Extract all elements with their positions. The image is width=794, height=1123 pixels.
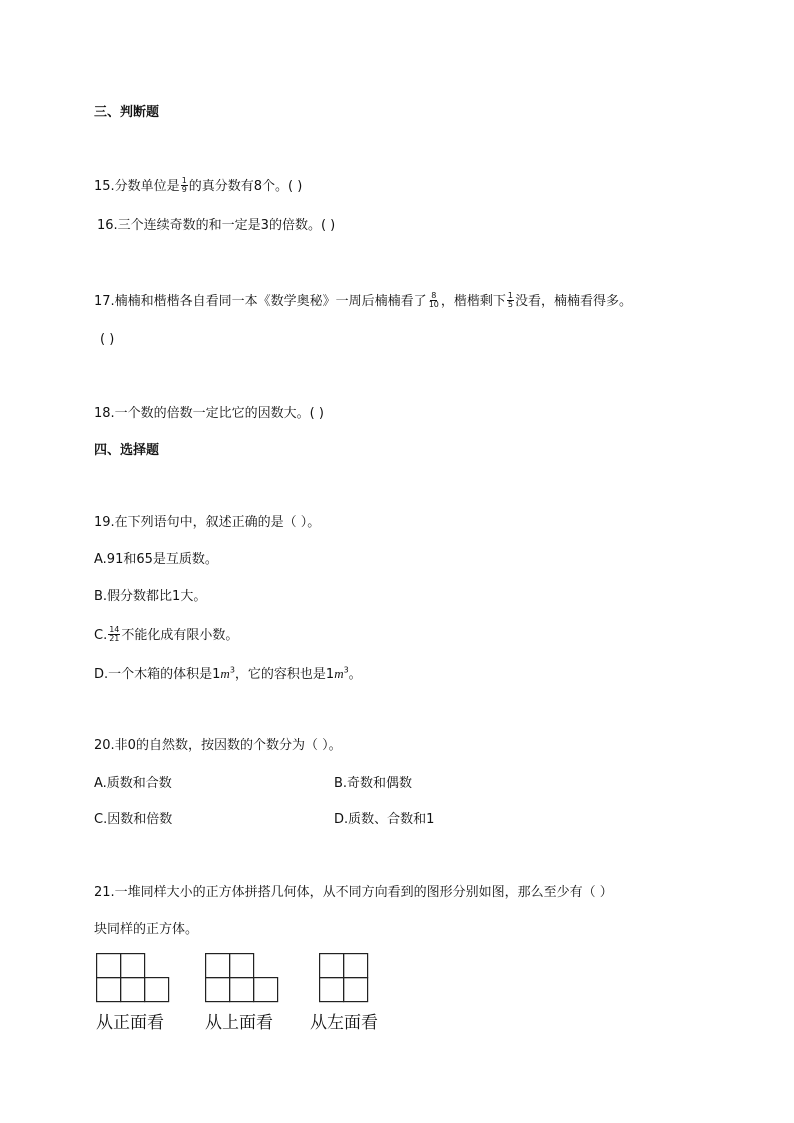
fraction-denominator: 9 bbox=[181, 185, 187, 194]
question-19-stem: 19.在下列语句中，叙述正确的是（ ）。 bbox=[94, 515, 321, 530]
front-view-grid bbox=[96, 953, 172, 1003]
fraction-denominator: 5 bbox=[507, 300, 513, 309]
question-21-line-1: 21.一堆同样大小的正方体拼搭几何体，从不同方向看到的图形分别如图，那么至少有（ ） bbox=[94, 885, 613, 900]
cube-square bbox=[320, 954, 344, 978]
cube-square bbox=[97, 978, 121, 1002]
cube-square bbox=[230, 954, 254, 978]
top-view-grid bbox=[205, 953, 281, 1003]
section-3-heading: 三、判断题 bbox=[94, 105, 160, 120]
question-17-fraction-2 bbox=[507, 292, 514, 309]
cube-square bbox=[254, 978, 278, 1002]
question-19-option-c bbox=[94, 627, 238, 645]
question-20-option-a: A.质数和合数 bbox=[94, 776, 172, 791]
option-d-part2: ，它的容积也是1 bbox=[234, 667, 335, 682]
question-17-answer-paren: ( ) bbox=[100, 332, 115, 347]
fraction-numerator: 14 bbox=[109, 625, 120, 634]
unit-exponent: 3 bbox=[229, 665, 235, 675]
question-19-option-d bbox=[94, 665, 362, 684]
fraction-denominator: 21 bbox=[109, 634, 120, 643]
question-15-fraction bbox=[181, 177, 188, 194]
front-view-caption: 从正面看 bbox=[96, 1013, 164, 1032]
question-20-stem: 20.非0的自然数，按因数的个数分为（ ）。 bbox=[94, 738, 342, 753]
question-19-option-b: B.假分数都比1大。 bbox=[94, 589, 207, 604]
fraction-numerator: 8 bbox=[431, 291, 437, 300]
left-view-grid bbox=[319, 953, 371, 1003]
option-d-part1: D.一个木箱的体积是1 bbox=[94, 667, 221, 682]
cube-square bbox=[230, 978, 254, 1002]
question-19-option-a: A.91和65是互质数。 bbox=[94, 552, 218, 567]
front-view-figure bbox=[96, 953, 172, 1003]
question-18: 18.一个数的倍数一定比它的因数大。( ) bbox=[94, 406, 324, 421]
unit-exponent: 3 bbox=[343, 665, 349, 675]
question-17 bbox=[94, 293, 632, 311]
option-c-fraction bbox=[108, 626, 120, 643]
question-17-part2: ，楷楷剩下 bbox=[440, 294, 506, 309]
question-20-option-d: D.质数、合数和1 bbox=[334, 812, 435, 827]
question-17-fraction-1 bbox=[428, 292, 440, 309]
top-view-figure bbox=[205, 953, 281, 1003]
unit-m: m bbox=[334, 666, 344, 681]
cube-square bbox=[145, 978, 169, 1002]
left-view-caption: 从左面看 bbox=[310, 1013, 378, 1032]
section-4-heading: 四、选择题 bbox=[94, 443, 160, 458]
question-16: 16.三个连续奇数的和一定是3的倍数。( ) bbox=[97, 218, 336, 233]
fraction-denominator: 10 bbox=[428, 300, 439, 309]
question-17-part1: 17.楠楠和楷楷各自看同一本《数学奥秘》一周后楠楠看了 bbox=[94, 294, 427, 309]
cube-square bbox=[97, 954, 121, 978]
option-d-part3: 。 bbox=[348, 667, 362, 682]
question-15 bbox=[94, 178, 302, 196]
cube-square bbox=[121, 978, 145, 1002]
question-21-line-2: 块同样的正方体。 bbox=[94, 922, 199, 937]
cube-square bbox=[344, 954, 368, 978]
question-15-suffix: 的真分数有8个。( ) bbox=[188, 179, 303, 194]
fraction-numerator: 1 bbox=[507, 291, 513, 300]
left-view-figure bbox=[319, 953, 371, 1003]
question-15-prefix: 15.分数单位是 bbox=[94, 179, 180, 194]
option-c-prefix: C. bbox=[94, 628, 108, 643]
option-c-suffix: 不能化成有限小数。 bbox=[121, 628, 239, 643]
question-20-option-c: C.因数和倍数 bbox=[94, 812, 173, 827]
top-view-caption: 从上面看 bbox=[205, 1013, 273, 1032]
unit-m: m bbox=[220, 666, 230, 681]
cube-square bbox=[206, 954, 230, 978]
cube-square bbox=[344, 978, 368, 1002]
fraction-numerator: 1 bbox=[181, 176, 187, 185]
cube-square bbox=[121, 954, 145, 978]
cube-square bbox=[206, 978, 230, 1002]
question-20-option-b: B.奇数和偶数 bbox=[334, 776, 413, 791]
question-17-part3: 没看，楠楠看得多。 bbox=[514, 294, 632, 309]
cube-square bbox=[320, 978, 344, 1002]
